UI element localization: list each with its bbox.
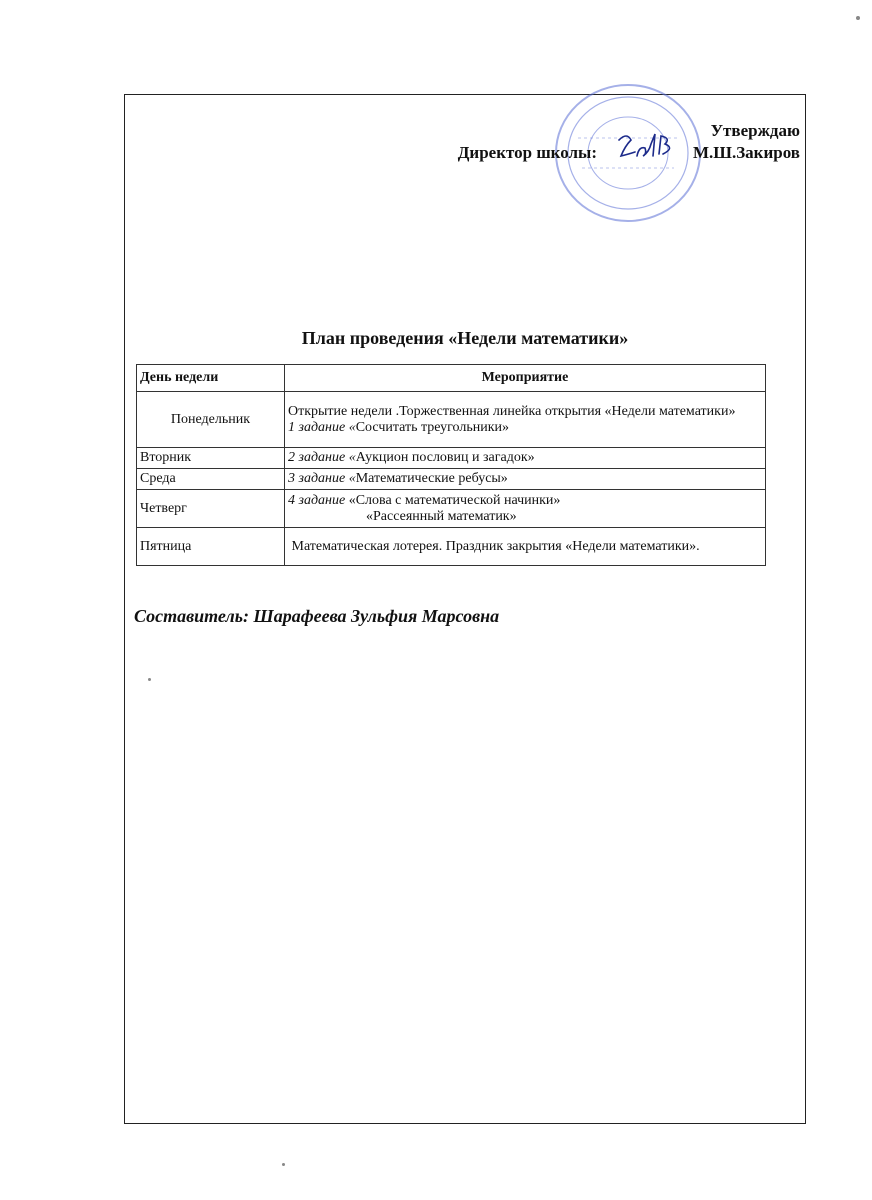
row-event: Математическая лотерея. Праздник закрытия «Недели математики». — [285, 528, 766, 566]
page-title: План проведения «Недели математики» — [301, 328, 629, 348]
event-line: «Рассеянный математик» — [366, 508, 517, 524]
row-day: Пятница — [137, 528, 285, 566]
row-event — [285, 448, 766, 469]
row-event — [285, 392, 766, 448]
task-text: Сосчитать треугольники» — [355, 419, 510, 435]
task-text: «Слова с математической начинки» — [348, 492, 561, 508]
scan-speck — [282, 1163, 285, 1166]
task-text: Математические ребусы» — [355, 471, 508, 486]
header-event: Мероприятие — [285, 365, 766, 392]
scan-speck — [856, 16, 860, 20]
row-day: Вторник — [137, 448, 285, 469]
header-day: День недели — [137, 365, 285, 392]
approve-label: Утверждаю — [710, 121, 800, 140]
scan-speck — [148, 678, 151, 681]
director-label: Директор школы: — [457, 143, 597, 162]
table-header-row — [137, 365, 766, 392]
task-prefix: 4 задание — [288, 492, 349, 508]
task-prefix: 1 задание « — [288, 419, 356, 435]
table-row — [137, 528, 766, 566]
task-text: Аукцион пословиц и загадок» — [355, 450, 535, 465]
table-row — [137, 392, 766, 448]
author-line: Составитель: Шарафеева Зульфия Марсовна — [134, 606, 500, 626]
row-event — [285, 490, 766, 528]
plan-table — [136, 364, 766, 566]
event-line: Открытие недели .Торжественная линейка открытия «Недели математики» — [288, 403, 736, 419]
row-day: Понедельник — [137, 392, 285, 448]
row-event — [285, 469, 766, 490]
row-day: Четверг — [137, 490, 285, 528]
table-row — [137, 469, 766, 490]
director-signature — [615, 130, 677, 162]
task-prefix: 2 задание « — [288, 450, 356, 465]
table-row — [137, 448, 766, 469]
director-name: М.Ш.Закиров — [693, 143, 800, 162]
row-day: Среда — [137, 469, 285, 490]
table-row — [137, 490, 766, 528]
task-prefix: 3 задание « — [288, 471, 356, 486]
